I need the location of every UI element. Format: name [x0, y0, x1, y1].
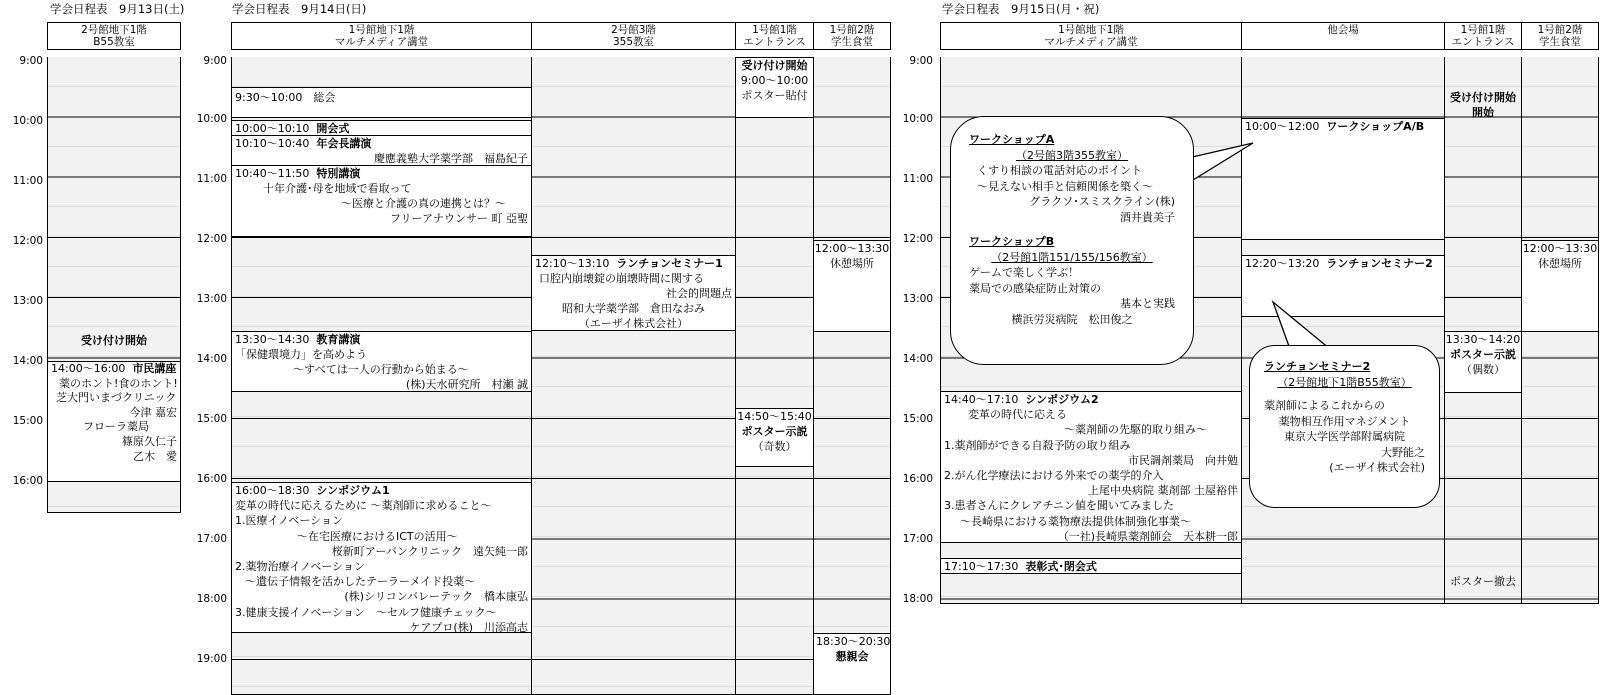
workshop-callout: [950, 116, 1194, 365]
time-label: 13:00: [902, 293, 933, 305]
event-line: （エーザイ株式会社）: [578, 317, 689, 330]
event-line: 今津 嘉宏: [129, 405, 177, 419]
workshop-b-title: ワークショップB: [969, 235, 1055, 248]
event-title: 表彰式･閉会式: [1025, 560, 1097, 573]
event-line: 2.がん化学療法における外来での薬学的介入: [944, 469, 1164, 483]
event-title: シンポジウム1: [316, 484, 390, 497]
day1-reception: 受け付け開始: [81, 334, 147, 347]
time-label: 11:00: [196, 173, 227, 185]
event-line: 慶應義塾大学薬学部 福島紀子: [374, 152, 528, 165]
callout-line: 大野能之: [1381, 445, 1425, 459]
header-line: 355教室: [612, 36, 655, 48]
event-line: 十年介護･母を地域で看取って: [263, 182, 412, 195]
time-label: 10:00: [12, 115, 43, 127]
event-line: ポスター貼付: [741, 89, 808, 102]
event-time: 10:00～10:10: [235, 122, 310, 135]
event-time: 17:10～17:30: [944, 560, 1019, 573]
event-line: 3.健康支援イノベーション ～セルフ健康チェック～: [235, 605, 497, 619]
event-time: 13:30～14:30: [235, 333, 310, 346]
workshop-a-room: （2号館3階355教室）: [1016, 148, 1128, 162]
time-label: 17:00: [902, 533, 933, 545]
event-line: （偶数）: [1461, 363, 1505, 376]
event-title: 市民講座: [132, 362, 177, 375]
event-line: 桜新町アーバンクリニック 遠矢純一郎: [331, 544, 528, 558]
header-line: マルチメディア講堂: [1044, 36, 1138, 48]
event-title: ワークショップA/B: [1326, 120, 1425, 133]
callout-line: グラクソ･スミスクライン(株): [1029, 195, 1175, 208]
event-time: 12:00～13:30: [1522, 242, 1598, 255]
event-time: 16:00～18:30: [235, 484, 310, 497]
callout-line: 酒井貴美子: [1120, 210, 1175, 224]
header-line: エントランス: [1451, 36, 1515, 48]
event-line: ～在宅医療におけるICTの活用～: [297, 529, 458, 543]
time-label: 14:00: [902, 353, 933, 365]
time-label: 9:00: [19, 55, 43, 67]
event-line: ～長崎県における薬物療法提供体制強化事業～: [960, 514, 1191, 528]
event-title: 開会式: [316, 122, 350, 135]
event-time: 14:50～15:40: [737, 410, 812, 423]
callout-line: 横浜労災病院 松田俊之: [1011, 312, 1133, 326]
time-label: 10:00: [902, 113, 933, 125]
event-line: 1.医療イノベーション: [235, 514, 343, 528]
event-time: 14:40～17:10: [944, 393, 1019, 406]
event-line: 芝大門いまづクリニック: [56, 391, 177, 405]
callout-line: ～見えない相手と信頼関係を築く～: [977, 179, 1153, 193]
day1-title: 学会日程表 9月13日(土): [50, 2, 185, 16]
event-line: 上尾中央病院 薬剤部 土屋裕伴: [1088, 484, 1238, 498]
luncheon-room: （2号館地下1階B55教室）: [1277, 375, 1412, 389]
callout-line: 薬物相互作用マネジメント: [1278, 414, 1411, 428]
header-line: 1号館2階: [829, 24, 875, 36]
time-label: 16:00: [902, 473, 933, 485]
event-time: 12:00～13:30: [814, 242, 890, 255]
event-line: （奇数）: [752, 440, 797, 453]
event-line: フリーアナウンサー 町 亞聖: [389, 212, 528, 225]
time-label: 14:00: [12, 355, 43, 367]
event-title: 教育講演: [316, 333, 361, 346]
callout-line: (エーザイ株式会社): [1329, 461, 1425, 474]
event-line: ～医療と介護の真の連携とは？～: [341, 197, 506, 210]
luncheon-bubble-tail: [1273, 302, 1330, 349]
luncheon-callout: [1249, 345, 1440, 508]
event-title: ランチョンセミナー2: [1326, 257, 1433, 270]
header-line: 1号館地下1階: [348, 24, 415, 36]
header-line: エントランス: [743, 36, 806, 48]
time-label: 9:00: [203, 55, 227, 67]
header-line: 1号館1階: [1460, 24, 1506, 36]
callout-line: くすり相談の電話対応のポイント: [977, 164, 1142, 177]
time-label: 16:00: [12, 475, 43, 487]
event-line: 変革の時代に応えるために ～薬剤師に求めること～: [235, 499, 492, 513]
header-line: 1号館地下1階: [1058, 24, 1124, 36]
header-line: B55教室: [93, 36, 135, 48]
time-label: 15:00: [196, 413, 227, 425]
time-label: 11:00: [12, 175, 43, 187]
event-line: 1.薬剤師ができる自殺予防の取り組み: [944, 438, 1131, 452]
time-label: 18:00: [902, 593, 933, 605]
time-label: 13:00: [12, 295, 43, 307]
callout-line: 東京大学医学部附属病院: [1284, 430, 1405, 443]
workshop-a-title: ワークショップA: [969, 133, 1055, 146]
time-label: 14:00: [196, 353, 227, 365]
event-time: 12:10～13:10: [535, 257, 610, 270]
time-label: 15:00: [12, 415, 43, 427]
callout-line: 薬剤師によるこれからの: [1264, 399, 1385, 412]
header-line: 学生食堂: [831, 36, 873, 48]
event-time: 10:00～12:00: [1245, 120, 1320, 133]
event-title: 受け付け開始: [1450, 91, 1516, 104]
callout-line: 基本と実践: [1120, 297, 1175, 310]
event-title: 受け付け開始: [741, 59, 808, 72]
callout-line: 薬局での感染症防止対策の: [969, 281, 1101, 295]
header-line: マルチメディア講堂: [334, 36, 429, 48]
event-line: 乙木 愛: [133, 449, 177, 463]
time-label: 12:00: [196, 233, 227, 245]
event-time: 13:30～14:20: [1445, 333, 1521, 346]
event-title: 休憩場所: [1538, 257, 1582, 270]
event-title: ポスター示説: [1450, 348, 1516, 361]
time-label: 15:00: [902, 413, 933, 425]
day3-title: 学会日程表 9月15日(月・祝): [942, 2, 1100, 16]
time-label: 18:00: [196, 593, 227, 605]
header-line: 学生食堂: [1539, 36, 1581, 48]
event-title: ランチョンセミナー1: [616, 257, 723, 270]
event-line: ～薬剤師の先駆的取り組み～: [1064, 423, 1207, 437]
event-line: (株)シリコンバレーテック 橋本康弘: [344, 590, 528, 604]
event-line: ～すべては一人の行動から始まる～: [293, 363, 469, 376]
event-line: 3.患者さんにクレアチニン値を聞いてみました: [944, 499, 1175, 513]
time-label: 9:00: [909, 55, 933, 67]
header-line: 1号館1階: [752, 24, 797, 36]
luncheon-title: ランチョンセミナー2: [1264, 360, 1371, 373]
day3-poster-removal: ポスター撤去: [1450, 575, 1516, 588]
callout-line: ゲームで楽しく学ぶ！: [969, 266, 1079, 279]
event-line: 篠原久仁子: [122, 434, 177, 448]
time-label: 17:00: [196, 533, 227, 545]
event-time: 12:20～13:20: [1245, 257, 1320, 270]
event-title: 年会長講演: [316, 137, 372, 150]
event-line: (株)天水研究所 村瀬 誠: [405, 378, 528, 391]
event-line: 変革の時代に応える: [968, 408, 1067, 422]
event-time: 10:10～10:40: [235, 137, 310, 150]
event-line: 2.薬物治療イノベーション: [235, 560, 365, 574]
event-line: ケアプロ(株) 川添高志: [409, 620, 528, 633]
event-time: 10:40～11:50: [235, 167, 310, 180]
event-line: （一社)長崎県薬剤師会 天本耕一郎: [1057, 529, 1238, 543]
time-label: 11:00: [902, 173, 933, 185]
header-line: 他会場: [1327, 24, 1359, 36]
event-title: シンポジウム2: [1025, 393, 1099, 406]
time-label: 13:00: [196, 293, 227, 305]
workshop-b-room: （2号館1階151/155/156教室）: [991, 250, 1153, 264]
event-time: 14:00～16:00: [51, 362, 126, 375]
event-title: 特別講演: [316, 167, 361, 180]
event-line: 開始: [1472, 106, 1494, 119]
event-title: 休憩場所: [830, 257, 874, 270]
event-title: ポスター示説: [741, 425, 808, 438]
event-line: 市民調剤薬局 向井勉: [1128, 453, 1238, 467]
header-line: 2号館地下1階: [81, 24, 147, 36]
time-label: 19:00: [196, 653, 227, 665]
event-line: 「保健環境力」を高めよう: [235, 348, 367, 361]
event-line: 9:30～10:00 総会: [235, 91, 336, 104]
event-time: 9:00～10:00: [740, 74, 809, 87]
event-time: 18:30～20:30: [816, 635, 891, 648]
event-line: 社会的問題点: [666, 287, 732, 300]
header-line: 1号館2階: [1537, 24, 1583, 36]
time-label: 16:00: [196, 473, 227, 485]
event-title: 懇親会: [835, 650, 869, 663]
time-label: 10:00: [196, 113, 227, 125]
time-label: 12:00: [902, 233, 933, 245]
day2-title: 学会日程表 9月14日(日): [232, 2, 367, 16]
event-line: 昭和大学薬学部 倉田なおみ: [562, 302, 705, 315]
header-line: 2号館3階: [611, 24, 656, 36]
event-line: 薬のホント!食のホント!: [59, 376, 178, 390]
event-line: ～遺伝子情報を活かしたテーラーメイド投薬～: [245, 575, 476, 589]
time-label: 12:00: [12, 235, 43, 247]
event-line: フローラ薬局: [83, 420, 149, 434]
event-line: 口腔内崩壊錠の崩壊時間に関する: [539, 272, 704, 285]
